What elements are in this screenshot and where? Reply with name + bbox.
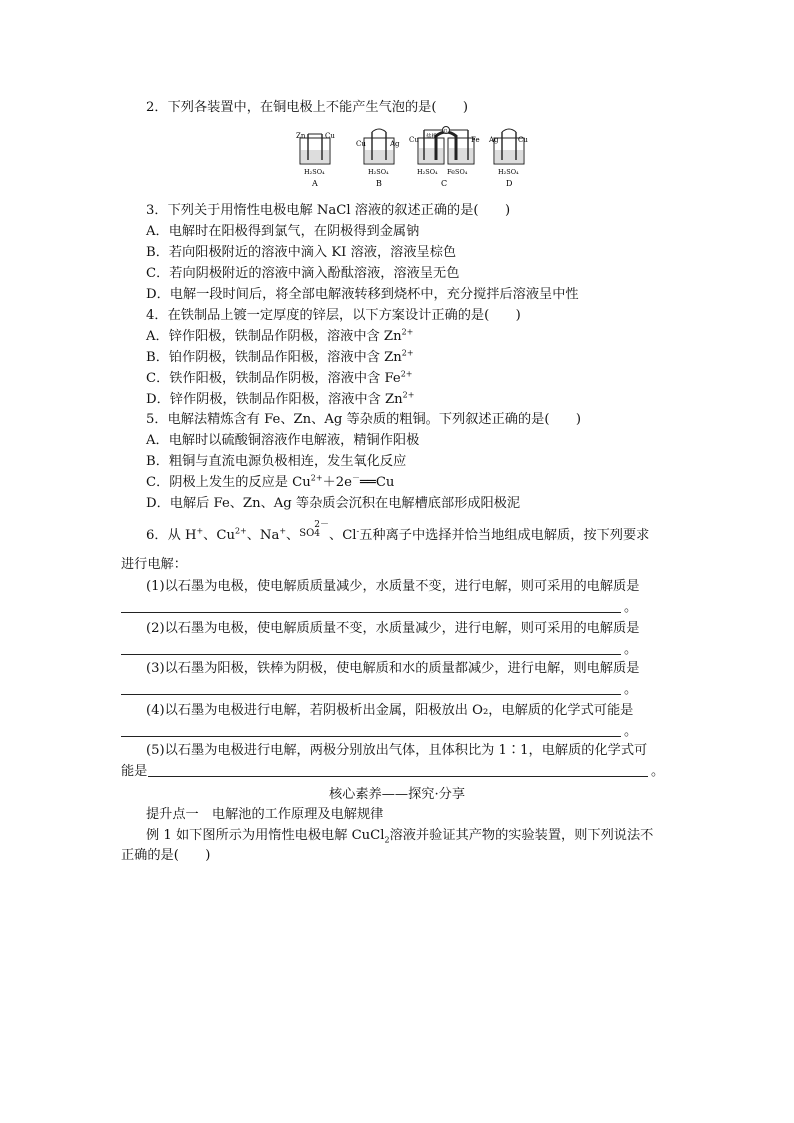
a-electrolyte: H₂SO₄ [304, 168, 325, 176]
q6-sub5-blank[interactable] [148, 776, 648, 777]
q6-sub1: (1)以石墨为电极，使电解质质量减少，水质量不变，进行电解，则可采用的电解质是 [146, 579, 640, 594]
q6-sub5-cont: 能是 [121, 764, 148, 779]
b-right: Ag [390, 140, 400, 148]
d-left: Ag [489, 136, 499, 144]
q2-figure [290, 124, 530, 192]
d-right: Cu [518, 136, 528, 144]
q4-option-a: A．锌作阳极，铁制品作阴极，溶液中含 $Zn^{2+}$ [146, 327, 414, 344]
q5-option-b: B．粗铜与直流电源负极相连，发生氧化反应 [146, 454, 407, 469]
q3-stem: 3．下列关于用惰性电极电解 NaCl 溶液的叙述正确的是( ) [146, 203, 511, 218]
example-1: 例 1 如下图所示为用惰性电极电解 CuCl$_2$溶液并验证其产物的实验装置，则下列说法不 [146, 828, 654, 845]
d-electrolyte: H₂SO₄ [498, 168, 519, 176]
q6-sub1-period: 。 [624, 600, 638, 615]
c-label: C [441, 179, 448, 188]
q5-stem: 5．电解法精炼含有 Fe、Zn、Ag 等杂质的粗铜。下列叙述正确的是( ) [146, 412, 581, 427]
c-left: Cu [409, 136, 419, 144]
q6-stem-cont: 进行电解： [121, 557, 187, 572]
q6-sub3: (3)以石墨为阳极，铁棒为阴极，使电解质和水的质量都减少，进行电解，则电解质是 [146, 661, 640, 676]
a-right: Cu [325, 132, 335, 140]
q6-sub4-period: 。 [624, 724, 638, 739]
q4-option-d: D．锌作阴极，铁制品作阳极，溶液中含 $Zn^{2+}$ [146, 390, 415, 407]
section-title: 核心素养——探究·分享 [328, 787, 466, 802]
q4-option-c: C．铁作阳极，铁制品作阴极，溶液中含 $Fe^{2+}$ [146, 369, 413, 386]
cell-c [409, 127, 480, 189]
q3-option-b: B．若向阳极附近的溶液中滴入 KI 溶液，溶液呈棕色 [146, 245, 457, 260]
cell-d [488, 129, 528, 188]
c-meter: G [443, 128, 448, 135]
q6-sub5: (5)以石墨为电极进行电解，两极分别放出气体，且体积比为 1∶1，电解质的化学式可 [146, 743, 648, 758]
b-label: B [376, 179, 382, 188]
c-bridge: 盐桥 [426, 134, 438, 140]
a-label: A [312, 179, 318, 188]
q6-sub4: (4)以石墨为电极进行电解，若阴极析出金属，阳极放出 O₂，电解质的化学式可能是 [146, 703, 634, 718]
q6-sub3-period: 。 [624, 682, 638, 697]
q6-sub2-blank[interactable] [121, 654, 621, 655]
c-right: Fe [471, 136, 480, 144]
c-electrolyte-right: FeSO₄ [447, 168, 468, 176]
q2-stem: 2．下列各装置中，在铜电极上不能产生气泡的是( ) [146, 100, 468, 115]
c-electrolyte-left: H₂SO₄ [417, 168, 438, 176]
q6-sub2-period: 。 [624, 642, 638, 657]
sulfate-ion: SO 2－ 4 [299, 519, 330, 539]
a-left: Zn [296, 132, 306, 140]
q4-option-b: B．铂作阴极，铁制品作阳极，溶液中含 $Zn^{2+}$ [146, 348, 414, 365]
q6-stem: 6．从 H+、$Cu^{2+}$、Na+、$^{SO 2- 4}$ 、Cl-五种离子中选择并恰当地组成电解质，按下列要求 [146, 519, 650, 543]
q6-sub2: (2)以石墨为电极，使电解质质量不变，水质量减少，进行电解，则可采用的电解质是 [146, 621, 640, 636]
q5-option-c: C．阴极上发生的反应是 $Cu^{2+}+2e^-══Cu$ [146, 473, 395, 490]
d-label: D [506, 179, 513, 188]
q6-sub1-blank[interactable] [121, 612, 621, 613]
q5-option-d: D．电解后 Fe、Zn、Ag 等杂质会沉积在电解槽底部形成阳极泥 [146, 496, 521, 511]
q6-sub3-blank[interactable] [121, 694, 621, 695]
q6-sub4-blank[interactable] [121, 736, 621, 737]
b-electrolyte: H₂SO₄ [368, 168, 389, 176]
q3-option-a: A．电解时在阳极得到氯气，在阴极得到金属钠 [146, 224, 420, 239]
q3-option-c: C．若向阴极附近的溶液中滴入酚酞溶液，溶液呈无色 [146, 266, 460, 281]
point-heading: 提升点一 电解池的工作原理及电解规律 [146, 807, 384, 822]
q4-stem: 4．在铁制品上镀一定厚度的锌层，以下方案设计正确的是( ) [146, 308, 521, 323]
cell-a [296, 132, 335, 188]
cell-b [356, 129, 400, 188]
example-1-cont: 正确的是( ) [121, 848, 211, 863]
q6-sub5-period: 。 [651, 764, 665, 779]
b-left: Cu [356, 140, 366, 148]
q3-option-d: D．电解一段时间后，将全部电解液转移到烧杯中，充分搅拌后溶液呈中性 [146, 287, 579, 302]
q5-option-a: A．电解时以硫酸铜溶液作电解液，精铜作阳极 [146, 433, 420, 448]
